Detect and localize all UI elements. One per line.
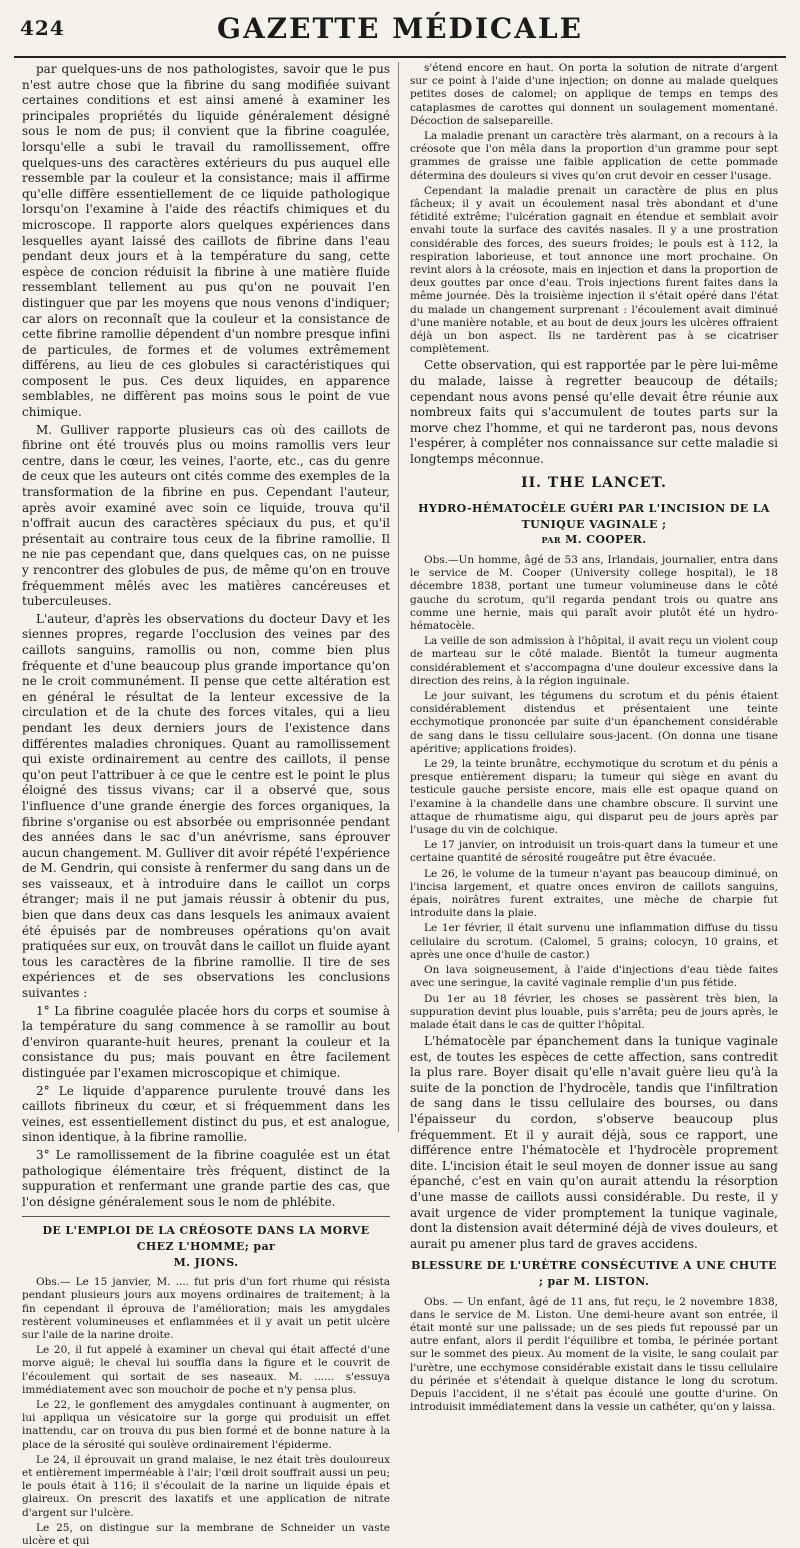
paragraph: L'auteur, d'après les observations du docteur Davy et les siennes propres, regarde l'occlusion des veines par des caillots sanguins, ramollis ou non, comme bien plus fréquente et d'une beaucoup plus grande importance qu'on ne le croit communément. Il pense que cette altération est en général le résultat de la lenteur excessive de la circulation et de la chute des forces vitales, qui a lieu pendant les deux derniers jours de l'existence dans différentes maladies chroniques. Quant au ramollissement qui existe ordinairement au centre des caillots, il pense qu'on peut l'attribuer à ce que le centre est le point le plus éloigné des tissus vivans; car il a observé que, sous l'influence d'une grande énergie des forces organiques, la fibrine s'organise ou est absorbée ou emprisonnée pendant des années dans le sac d'un anévrisme, sans éprouver aucun changement. M. Gulliver dit avoir répété l'expérience de M. Gendrin, qui consiste à renfermer du sang dans un de ses vaisseaux, et à introduire dans le caillot un corps étranger; mais il ne put jamais réussir à obtenir du pus, bien que dans deux cas dans lesquels les animaux avaient été épuisés par de nombreuses opérations qu'on avait pratiquées sur eux, on trouvât dans le caillot un fluide ayant tous les caractères de la fibrine ramollie. Il tire de ses expériences et de ses observations les conclusions suivantes : (22, 611, 390, 1001)
observation-paragraph: Obs. — Un enfant, âgé de 11 ans, fut reçu, le 2 novembre 1838, dans le service de M. Liston. Une demi-heure avant son entrée, il était monté sur une palissade; un de ses pieds fut repoussé par un autre enfant, alors il perdit l'équilibre et tomba, le périnée portant sur le sommet des pieux. Au moment de la visite, le sang coulait par l'urètre, une ecchymose considérable existait dans le tissu cellulaire du périnée et s'étendait à quelque distance le long du scrotum. Depuis l'accident, il ne s'était pas écoulé une goutte d'urine. On introduisit immédiatement dans la vessie un cathéter, qu'on y laissa. (410, 1295, 778, 1414)
observation-paragraph: Le 24, il éprouvait un grand malaise, le nez était très douloureux et entièrement imperméable à l'air; l'œil droit souffrait aussi un peu; le pouls était à 116; il s'écoulait de la narine un liquide épais et glaireux. On prescrit des laxatifs et une application de nitrate d'argent sur l'ulcère. (22, 1453, 390, 1519)
conclusion-1: 1° La fibrine coagulée placée hors du corps et soumise à la température du sang commence à se ramollir au bout d'environ quarante-huit heures, prenant la couleur et la consistance du pus; mais pouvant en être facilement distinguée par l'examen microscopique et chimique. (22, 1003, 390, 1080)
observation-paragraph: Le 22, le gonflement des amygdales continuant à augmenter, on lui appliqua un vésicatoire sur la gorge qui produisit un effet inattendu, car on trouva du pus bien formé et de bonne nature à la place de la sérosité qui soulève ordinairement l'épiderme. (22, 1398, 390, 1451)
observation-paragraph: La veille de son admission à l'hôpital, il avait reçu un violent coup de marteau sur le côté malade. Bientôt la tumeur augmenta considérablement et s'accompagna d'une douleur excessive dans la direction des reins, à la région inguinale. (410, 635, 778, 687)
paragraph: Cette observation, qui est rapportée par le père lui-même du malade, laisse à regretter beaucoup de détails; cependant nous avons pensé qu'elle devait être réunie aux nombreux faits qui s'accumulent de toutes parts sur la morve chez l'homme, et qui ne tarderont pas, nous devons l'espérer, à compléter nos connaissance sur cette maladie si longtemps méconnue. (410, 358, 778, 467)
article-author: M. JIONS. (173, 1255, 239, 1269)
observation-paragraph: La maladie prenant un caractère très alarmant, on a recours à la créosote que l'on mêla dans la proportion d'un gramme pour sept grammes de graisse une faible application de cette pommade détermina des douleurs si vives qu'on crut devoir en cesser l'usage. (410, 130, 778, 182)
column-divider (398, 62, 399, 1132)
conclusion-3: 3° Le ramollissement de la fibrine coagulée est un état pathologique élémentaire très fréquent, distinct de la suppuration et renfermant une grande partie des cas, que l'on désigne généralement sous le nom de phlébite. (22, 1147, 390, 1209)
article-author: par M. COOPER. (541, 533, 647, 547)
masthead-title: GAZETTE MÉDICALE (217, 12, 583, 45)
article-title-text: HYDRO-HÉMATOCÈLE GUÉRI PAR L'INCISION DE LA TUNIQUE VAGINALE ; (418, 502, 770, 531)
article-title-creosote (22, 1223, 390, 1270)
observation-paragraph: Obs.—Un homme, âgé de 53 ans, Irlandais, journalier, entra dans le service de M. Cooper (University college hospital), le 18 décembre 1838, portant une tumeur volumineuse dans le côté gauche du scrotum, qu'il regarda pendant trois ou quatre ans comme une hernie, mais qui paraît avoir plutôt été un hydro-hématocèle. (410, 554, 778, 633)
article-title-urethra: BLESSURE DE L'URÈTRE CONSÉCUTIVE A UNE CHUTE ; par M. LISTON. (411, 1259, 777, 1289)
observation-paragraph: Du 1er au 18 février, les choses se passèrent très bien, la suppuration devint plus louable, puis s'arrêta; peu de jours après, le malade était dans le cas de quitter l'hôpital. (410, 992, 778, 1031)
article-divider (22, 1216, 390, 1217)
observation-paragraph: s'étend encore en haut. On porta la solution de nitrate d'argent sur ce point à l'aide d'une injection; on donne au malade quelques petites doses de calomel; on applique de temps en temps des cataplasmes de carottes qui donnent un soulagement momentané. Décoction de salsepareille. (410, 62, 778, 127)
observation-paragraph: Le 17 janvier, on introduisit un trois-quart dans la tumeur et une certaine quantité de sérosité rougeâtre put être évacuée. (410, 839, 778, 865)
observation-paragraph: Le 25, on distingue sur la membrane de Schneider un vaste ulcère et qui (22, 1521, 390, 1547)
observation-paragraph: Le 29, la teinte brunâtre, ecchymotique du scrotum et du pénis a presque entièrement disparu; la tumeur qui siège en avant du testicule gauche persiste encore, mais elle est opaque quand on l'examine à la chandelle dans une chambre obscure. Il survint une attaque de rhumatisme aigu, qui disparut peu de jours après par l'usage du vin de colchique. (410, 758, 778, 837)
section-title: II. THE LANCET. (521, 474, 667, 491)
article-title-text: DE L'EMPLOI DE LA CRÉOSOTE DANS LA MORVE CHEZ L'HOMME; par (42, 1224, 370, 1253)
header-rule (14, 56, 786, 58)
right-column (410, 62, 778, 1414)
left-column (22, 62, 390, 1547)
observation-paragraph: Le 26, le volume de la tumeur n'ayant pas beaucoup diminué, on l'incisa largement, et quatre onces environ de caillots sanguins, épais, noirâtres furent extraites, une mèche de charpie fut introduite dans la plaie. (410, 867, 778, 920)
observation-paragraph: Cependant la maladie prenait un caractère de plus en plus fâcheux; il y avait un écoulement nasal très abondant et d'une fétidité extrême; l'ulcération gagnait en étendue et semblait avoir envahi toute la surface des cavités nasales. Il y a une prostration considérable des forces, des sueurs froides; le pouls est à 112, la respiration laborieuse, et tout annonce une mort prochaine. On revint alors à la créosote, mais en injection et dans la proportion de deux gouttes par once d'eau. Trois injections furent faites dans la même journée. Dès la troisième injection il s'était opéré dans l'état du malade un changement surprenant : l'écoulement avait diminué d'une manière notable, et au bout de deux jours les ulcères offraient déjà un bon aspect. Ils ne tardèrent pas à se cicatriser complètement. (410, 184, 778, 356)
observation-paragraph: On lava soigneusement, à l'aide d'injections d'eau tiède faites avec une seringue, la cavité vaginale remplie d'un pus fétide. (410, 964, 778, 990)
observation-paragraph: Obs.— Le 15 janvier, M. .... fut pris d'un fort rhume qui résista pendant plusieurs jours aux moyens ordinaires de traitement; à la fin cependant il éprouva de l'amélioration; mais les amygdales restèrent volumineuses et enflammées et il y avait un petit ulcère sur l'aile de la narine droite. (22, 1276, 390, 1341)
observation-paragraph: Le 1er février, il était survenu une inflammation diffuse du tissu cellulaire du scrotum. (Calomel, 5 grains; colocyn, 10 grains, et après une once d'huile de castor.) (410, 922, 778, 961)
article-title-hydrohematocele (410, 501, 778, 548)
observation-paragraph: Le jour suivant, les tégumens du scrotum et du pénis étaient considérablement distendus et présentaient une teinte ecchymotique prononcée par suite d'un épanchement considérable de sang dans le tissu cellulaire sous-jacent. (On donna une tisane apéritive; applications froides). (410, 690, 778, 755)
conclusion-2: 2° Le liquide d'apparence purulente trouvé dans les caillots fibrineux du cœur, et si fréquemment dans les veines, est essentiellement distinct du pus, et est analogue, sinon identique, à la fibrine ramollie. (22, 1083, 390, 1145)
observation-paragraph: Le 20, il fut appelé à examiner un cheval qui était affecté d'une morve aiguë; le cheval lui souffla dans la figure et le couvrit de l'écoulement qui sortait de ses naseaux. M. ...... s'essuya immédiatement avec son mouchoir de poche et n'y pensa plus. (22, 1344, 390, 1396)
page-number: 424 (20, 16, 65, 40)
paragraph: L'hématocèle par épanchement dans la tunique vaginale est, de toutes les espèces de cette affection, sans contredit la plus rare. Boyer disait qu'elle n'avait guère lieu qu'à la suite de la ponction de l'hydrocèle, tandis que l'infiltration de sang dans le tissu cellulaire des bourses, ou dans l'épaisseur du cordon, s'observe beaucoup plus fréquemment. Et il y aurait déjà, sous ce rapport, une différence entre l'hématocèle et l'hydrocèle proprement dite. L'incision était le seul moyen de donner issue au sang épanché, c'est en vain qu'on aurait attendu la résorption d'une masse de caillots aussi considérable. Du reste, il y avait urgence de vider promptement la tunique vaginale, dont la distension avait déterminé déjà de vives douleurs, et aurait pu amener plus tard de graves accidens. (410, 1034, 778, 1251)
paragraph: par quelques-uns de nos pathologistes, savoir que le pus n'est autre chose que la fibrine du sang modifiée suivant certaines conditions et est ainsi amené à examiner les principales propriétés du liquide généralement désigné sous le nom de pus; il convient que la fibrine coagulée, lorsqu'elle a subi le travail du ramollissement, offre quelques-uns des caractères extérieurs du pus auquel elle ressemble par la couleur et la consistance; mais il affirme qu'elle diffère essentiellement de ce liquide pathologique lorsqu'on l'examine à l'aide des réactifs chimiques et du microscope. Il rapporte alors quelques expériences dans lesquelles ayant laissé des caillots de fibrine dans l'eau pendant deux jours et à la température du sang, cette espèce de concion réduisit la fibrine à une matière fluide ressemblant tellement au pus qu'on ne pouvait l'en distinguer que par les moyens que nous venons d'indiquer; car alors on reconnaît que la couleur et la consistance de cette fibrine ramollie dépendent d'un nombre presque infini de particules, de formes et de volumes extrêmement différens, au lieu de ces globules si caractéristiques qui composent le pus. Ces deux liquides, en apparence semblables, ne diffèrent pas moins sous le point de vue chimique. (22, 62, 390, 420)
page-header (14, 12, 786, 56)
paragraph: M. Gulliver rapporte plusieurs cas où des caillots de fibrine ont été trouvés plus ou moins ramollis vers leur centre, dans le cœur, les veines, l'aorte, etc., cas du genre de ceux que les auteurs ont cités comme des exemples de la transformation de la fibrine en pus. Cependant l'auteur, après avoir examiné avec soin ce liquide, trouva qu'il n'offrait aucun des caractères spéciaux du pus, et qu'il présentait au contraire tous ceux de la fibrine ramollie. Il ne nie pas cependant que, dans quelques cas, on ne puisse y rencontrer des globules de pus, de même qu'on en trouve fréquemment mêlés avec les matières cancéreuses et tuberculeuses. (22, 422, 390, 609)
